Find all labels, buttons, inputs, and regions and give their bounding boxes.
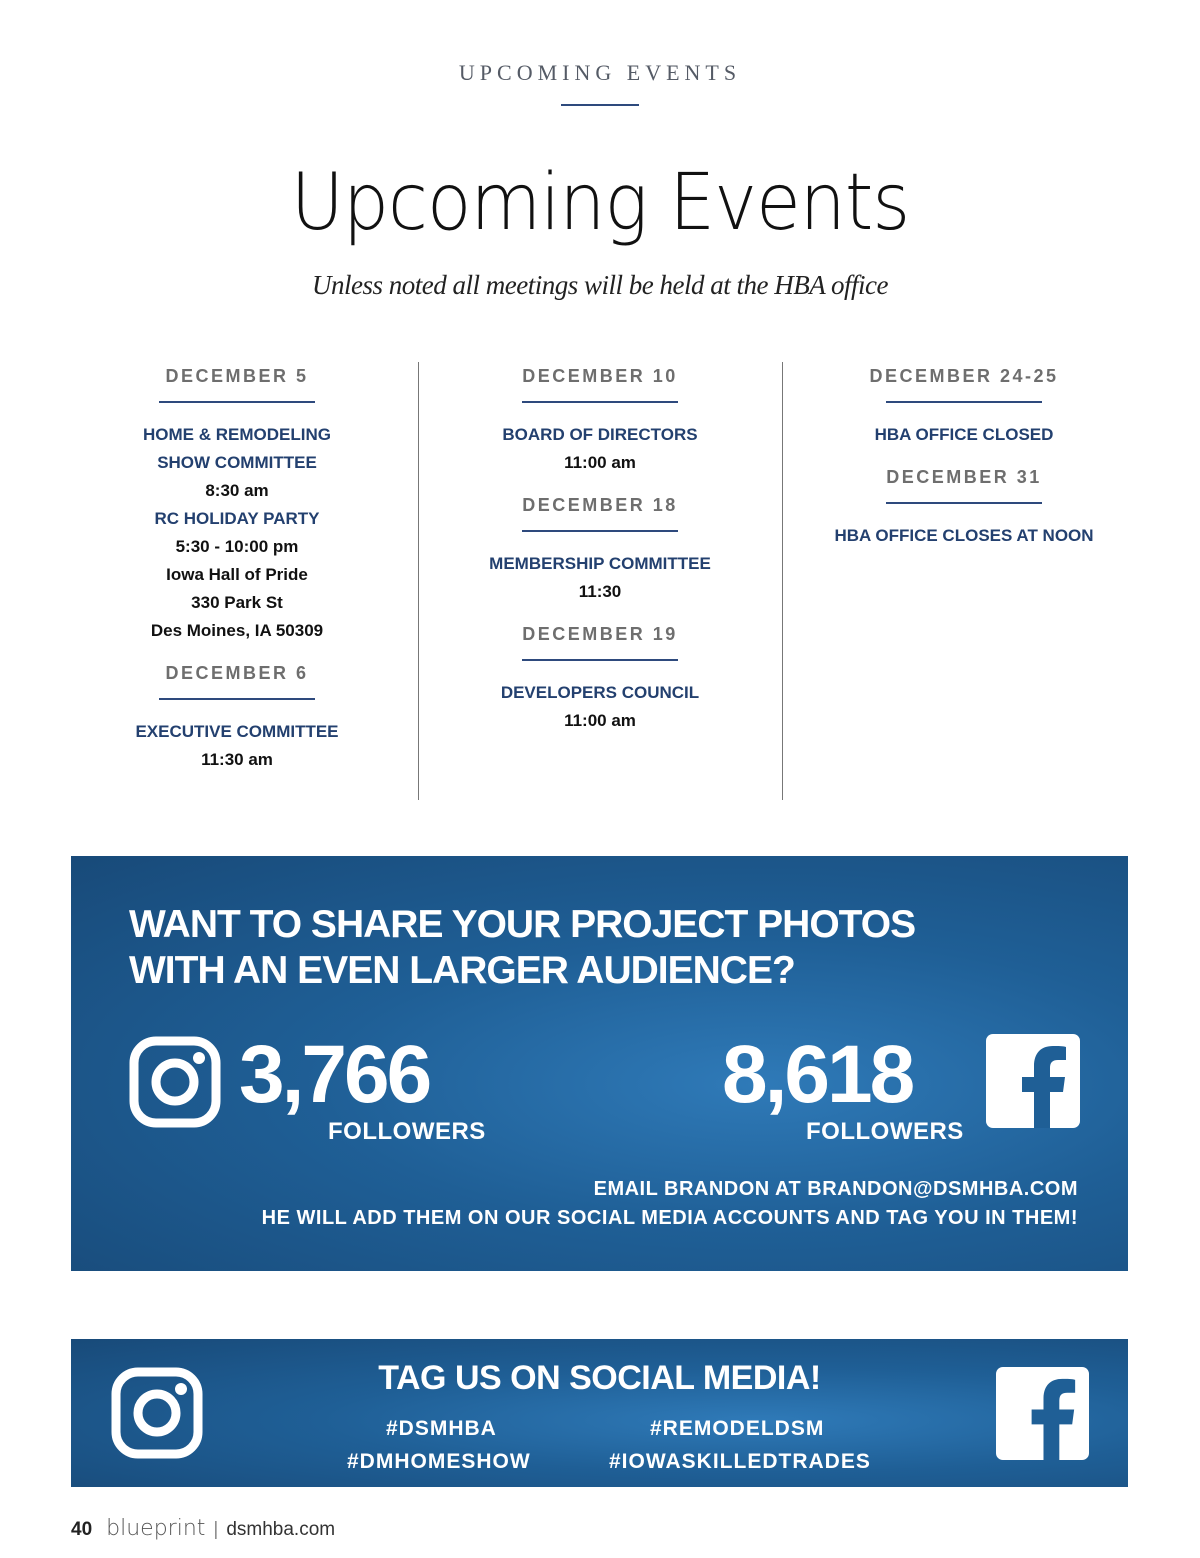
banner-headline [129,902,1089,994]
event-time: 8:30 am [205,481,269,500]
date-divider [159,698,315,700]
event-name: MEMBERSHIP COMMITTEE [489,554,711,573]
events-column-2 [418,362,781,800]
section-kicker: UPCOMING EVENTS [458,60,742,85]
instagram-icon[interactable] [129,1036,221,1128]
facebook-followers-label: FOLLOWERS [806,1118,964,1145]
event-date: DECEMBER 19 [522,624,678,644]
instagram-followers-label: FOLLOWERS [328,1118,486,1145]
date-divider [886,401,1042,403]
hashtag: #REMODELDSM [650,1417,825,1440]
banner-headline-line-2: WITH AN EVEN LARGER AUDIENCE? [129,949,795,992]
page-title: Upcoming Events [290,158,910,248]
hashtag: #DSMHBA [386,1417,497,1440]
event-name: HOME & REMODELING [143,425,331,444]
page-subtitle: Unless noted all meetings will be held at the HBA office [312,270,888,300]
event-time: 11:00 am [564,711,636,730]
email-instruction: EMAIL BRANDON AT BRANDON@DSMHBA.COM [593,1178,1078,1200]
event-name: HBA OFFICE CLOSED [874,425,1054,444]
event-location: Iowa Hall of Pride [166,565,308,584]
event-date: DECEMBER 18 [522,495,678,515]
tag-social-banner [71,1339,1128,1487]
facebook-follower-count: 8,618 [722,1029,913,1120]
magazine-logo: blueprint [106,1516,206,1541]
event-name: DEVELOPERS COUNCIL [500,683,700,702]
events-column-3 [782,362,1145,800]
hashtag: #DMHOMESHOW [347,1450,531,1473]
share-photos-banner [71,856,1128,1271]
kicker-divider [561,104,639,106]
tag-instruction: HE WILL ADD THEM ON OUR SOCIAL MEDIA ACCOUNTS AND TAG YOU IN THEM! [261,1207,1078,1229]
date-divider [522,530,678,532]
date-divider [886,502,1042,504]
event-time: 11:30 am [201,750,273,769]
event-date: DECEMBER 5 [165,366,309,386]
date-divider [522,401,678,403]
event-time: 11:00 am [564,453,636,472]
event-name: BOARD OF DIRECTORS [502,425,698,444]
event-city: Des Moines, IA 50309 [150,621,324,640]
instagram-follower-count: 3,766 [239,1029,430,1120]
events-column-1 [56,362,418,800]
page-footer [71,1516,335,1541]
event-time: 5:30 - 10:00 pm [175,537,299,556]
page-number: 40 [71,1519,93,1540]
event-date: DECEMBER 24-25 [869,366,1059,386]
facebook-icon[interactable] [986,1034,1080,1128]
footer-separator: | [213,1519,219,1540]
event-time: 11:30 [578,582,622,601]
date-divider [522,659,678,661]
events-grid [56,362,1144,800]
event-date: DECEMBER 10 [522,366,678,386]
event-name: RC HOLIDAY PARTY [154,509,320,528]
tag-banner-title: TAG US ON SOCIAL MEDIA! [378,1359,821,1397]
date-divider [159,401,315,403]
event-date: DECEMBER 31 [886,467,1042,487]
event-name: EXECUTIVE COMMITTEE [135,722,339,741]
facebook-icon[interactable] [996,1367,1089,1460]
banner-headline-line-1: WANT TO SHARE YOUR PROJECT PHOTOS [129,903,916,946]
event-name: SHOW COMMITTEE [157,453,317,472]
event-date: DECEMBER 6 [165,663,309,683]
event-name: HBA OFFICE CLOSES AT NOON [834,526,1094,545]
website-link[interactable]: dsmhba.com [226,1519,336,1540]
hashtag: #IOWASKILLEDTRADES [609,1450,871,1473]
event-address: 330 Park St [191,593,283,612]
